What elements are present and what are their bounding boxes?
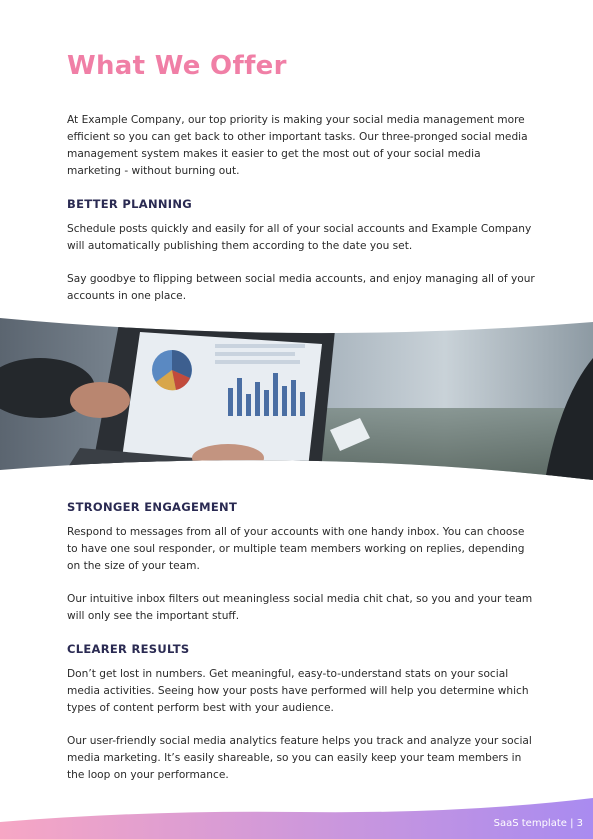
- intro-paragraph: At Example Company, our top priority is making your social media management more efficient so you can get back to other important tasks. Our three-pronged social media management system makes it easier to get the most out of your social media marketing - without burning out.: [67, 114, 528, 177]
- section-heading-clearer-results: CLEARER RESULTS: [67, 642, 190, 656]
- page-title: What We Offer: [67, 51, 287, 81]
- page-footer-label: SaaS template | 3: [493, 818, 583, 829]
- stronger-engagement-paragraph-2: Our intuitive inbox filters out meaningless social media chit chat, so you and your team will only see the important stuff.: [67, 593, 533, 622]
- footer-wave: [0, 790, 593, 839]
- section-heading-better-planning: BETTER PLANNING: [67, 197, 193, 211]
- clearer-results-paragraph-2: Our user-friendly social media analytics feature helps you track and analyze your social media marketing. It’s easily shareable, so you can easily keep your team members in the loop on your performance.: [67, 735, 532, 781]
- better-planning-paragraph-1: Schedule posts quickly and easily for all of your social accounts and Example Company will automatically publishing them according to the date you set.: [67, 223, 532, 252]
- section-heading-stronger-engagement: STRONGER ENGAGEMENT: [67, 500, 238, 514]
- laptop-analytics-photo: [0, 318, 593, 480]
- better-planning-paragraph-2: Say goodbye to flipping between social media accounts, and enjoy managing all of your accounts in one place.: [67, 273, 535, 302]
- clearer-results-paragraph-1: Don’t get lost in numbers. Get meaningful, easy-to-understand stats on your social media activities. Seeing how your posts have performed will help you determine which types of content perform best with your audience.: [67, 668, 529, 714]
- stronger-engagement-paragraph-1: Respond to messages from all of your accounts with one handy inbox. You can choose to have one soul responder, or multiple team members working on replies, depending on the size of your team.: [67, 526, 525, 572]
